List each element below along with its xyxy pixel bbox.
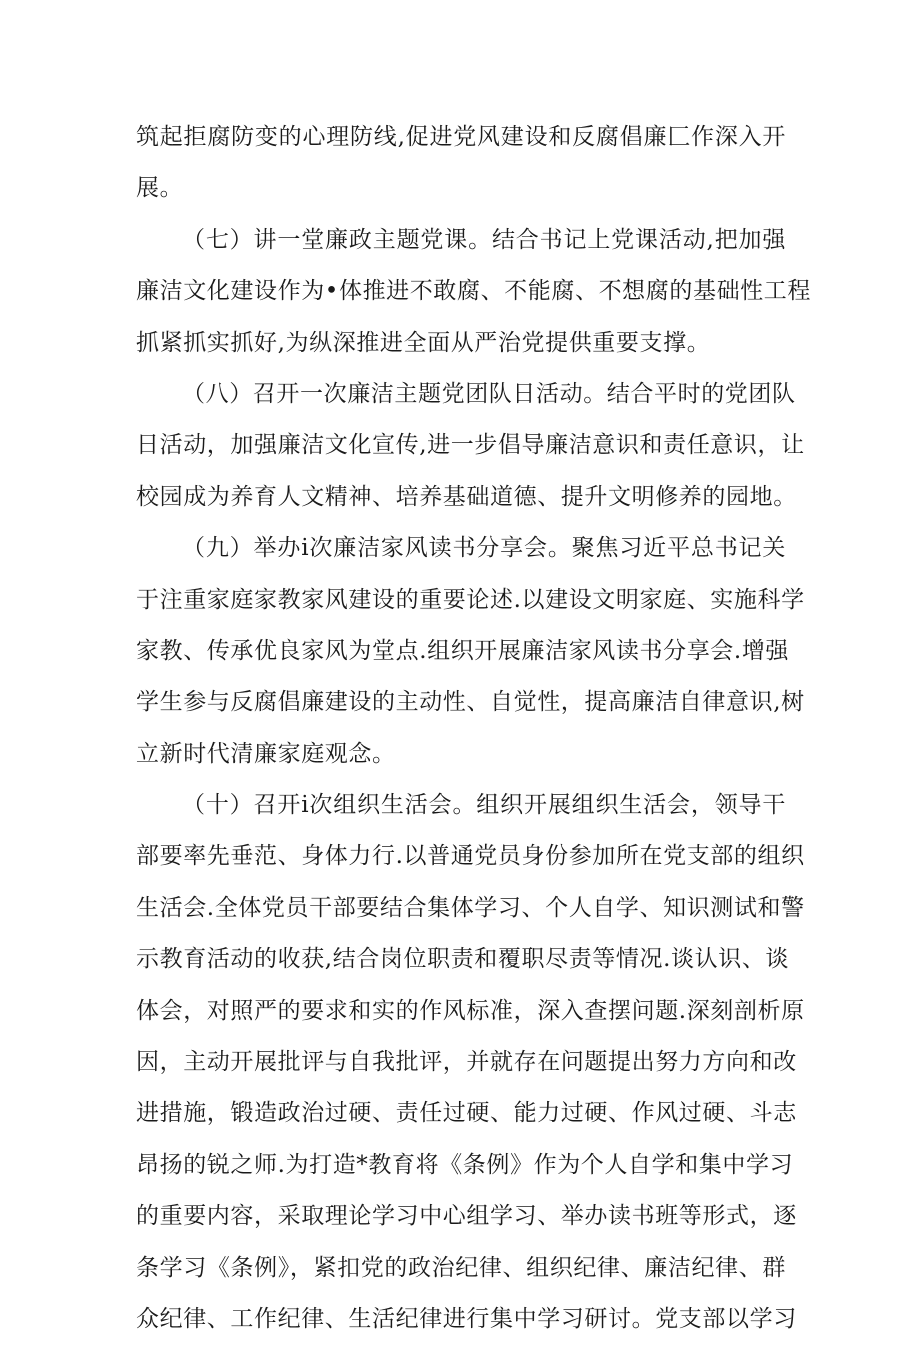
text-line: 展。 [136,175,184,202]
text-line: （八）召开一次廉洁主题党团队日活动。结合平时的党团队 [182,380,796,407]
text-line: 学生参与反腐倡廉建设的主动性、自觉性，提高廉洁自律意识,树 [136,689,805,716]
text-line: 立新时代清廉家庭观念。 [136,740,396,767]
text-line: 因，主动开展批评与自我批评，并就存在问题提出努力方向和改 [136,1049,797,1076]
text-line: 众纪律、工作纪律、生活纪律进行集中学习研讨。党支部以学习 [136,1305,797,1332]
document-body [136,112,811,1345]
text-line: （十）召开i次组织生活会。组织开展组织生活会，领导干 [182,792,786,819]
text-line: 体会，对照严的要求和实的作风标准，深入查摆问题.深刻剖析原 [136,997,805,1024]
text-line: 示教育活动的收获,结合岗位职责和覆职尽责等情况.谈认识、谈 [136,946,790,973]
text-line: 筑起拒腐防变的心理防线,促进党风建设和反腐倡廉匚作深入开 [136,124,786,150]
text-line: 昂扬的锐之师.为打造*教育将《条例》作为个人自学和集中学习 [136,1151,794,1178]
text-line: 日活动，加强廉洁文化宣传,进一步倡导廉洁意识和责任意识，让 [136,432,805,459]
text-line: 进措施，锻造政治过硬、责任过硬、能力过硬、作风过硬、斗志 [136,1100,797,1127]
text-line: 抓紧抓实抓好,为纵深推进全面从严治党提供重要支撑。 [136,329,711,356]
text-line: 校园成为养育人文精神、培养基础道德、提升文明修养的园地。 [136,483,797,510]
text-line: 的重要内容，采取理论学习中心组学习、举办读书班等形式，逐 [136,1203,797,1230]
text-line: 部要率先垂范、身体力行.以普通党员身份参加所在党支部的组织 [136,843,805,870]
text-line: 条学习《条例》，紧扣党的政治纪律、组织纪律、廉洁纪律、群 [136,1254,786,1281]
text-line: 家教、传承优良家风为堂点.组织开展廉洁家风读书分享会.增强 [136,637,790,664]
text-line: 生活会.全体党员干部要结合集体学习、个人自学、知识测试和警 [136,894,805,921]
text-line: （九）举办i次廉洁家风读书分享会。聚焦习近平总书记关 [182,535,786,562]
text-line: 于注重家庭家教家风建设的重要论述.以建设文明家庭、实施科学 [136,586,805,613]
text-line: （七）讲一堂廉政主题党课。结合书记上党课活动,把加强 [182,226,786,253]
text-line: 廉洁文化建设作为•体推进不敢腐、不能腐、不想腐的基础性工程 [136,278,811,305]
